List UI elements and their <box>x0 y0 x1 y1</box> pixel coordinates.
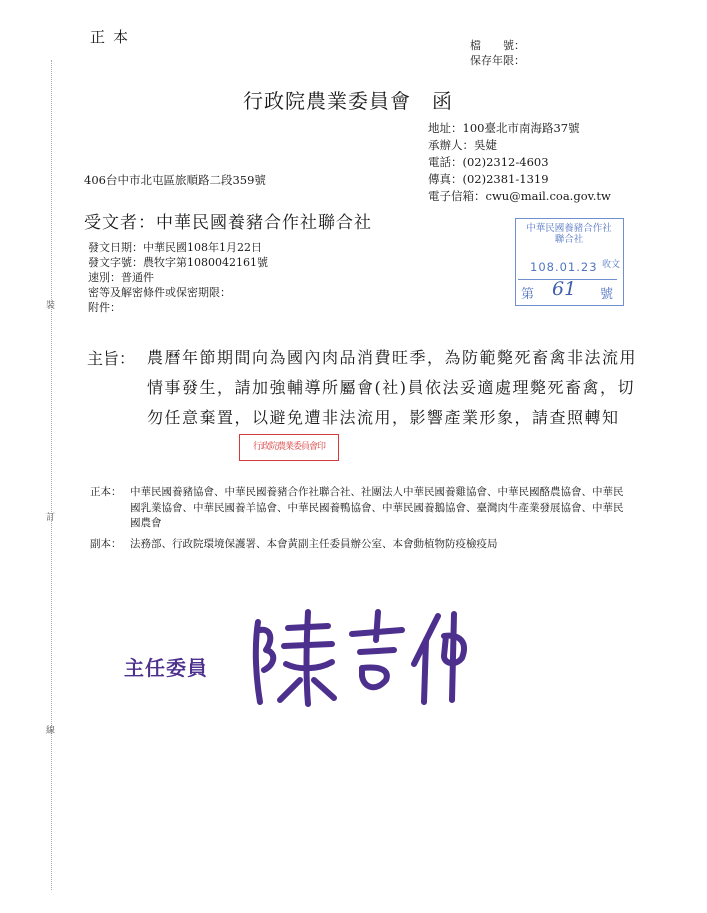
phone: 電話：(02)2312-4603 <box>428 155 549 169</box>
stamp-org: 中華民國養豬合作社聯合社 <box>526 223 612 245</box>
sender-contact <box>428 120 611 205</box>
email: 電子信箱：cwu@mail.coa.gov.tw <box>428 189 611 203</box>
attachments: 附件： <box>88 301 121 314</box>
contact-person: 承辦人：吳婕 <box>428 138 497 152</box>
document-meta <box>88 240 268 315</box>
delivery-speed: 速別：普通件 <box>88 271 154 284</box>
signature-stroke <box>452 614 454 700</box>
recipient: 受文者：中華民國養豬合作社聯合社 <box>84 213 372 233</box>
signature-stroke <box>360 650 394 652</box>
handwritten-signature <box>240 600 480 710</box>
receipt-stamp <box>515 218 624 306</box>
signature-stroke <box>424 640 426 702</box>
signature-title: 主任委員 <box>124 656 208 680</box>
classification: 密等及解密條件或保密期限： <box>88 286 231 299</box>
signature-stroke <box>307 612 309 704</box>
binding-mark-xian: 線 <box>46 726 56 736</box>
stamp-no-value: 61 <box>552 278 577 300</box>
subject-text: 農曆年節期間向為國內肉品消費旺季，為防範斃死畜禽非法流用情事發生，請加強輔導所屬會(社)員依法妥適處理斃死畜禽，切勿任意棄置，以避免遭非法流用，影響產業形象，請查照轉知 <box>147 348 638 427</box>
copies-text: 法務部、行政院環境保護署、本會黃副主任委員辦公室、本會動植物防疫檢疫局 <box>130 538 498 550</box>
stamp-no-label: 第 <box>521 287 535 302</box>
stamp-no-suffix: 號 <box>599 287 613 302</box>
issue-date: 發文日期：中華民國108年1月22日 <box>88 241 262 254</box>
primary-recipients <box>90 485 630 535</box>
signature-stroke <box>362 668 387 688</box>
fax: 傳真：(02)2381-1319 <box>428 172 549 186</box>
binding-mark-ding: 訂 <box>46 513 56 523</box>
stamp-number-box <box>518 279 617 302</box>
binding-line <box>51 60 52 890</box>
copy-type-label: 正本 <box>90 28 137 46</box>
doc-number: 發文字號：農牧字第1080042161號 <box>88 256 268 269</box>
file-number-label: 檔 號： <box>470 39 525 52</box>
subject-label: 主旨： <box>87 349 136 368</box>
signature-stroke <box>352 630 402 634</box>
retention-label: 保存年限： <box>470 54 525 67</box>
stamp-side-label: 收文 <box>601 260 620 270</box>
document-title: 行政院農業委員會 函 <box>243 89 453 113</box>
signature-stroke <box>376 612 378 640</box>
binding-mark-zhuang: 裝 <box>46 301 56 311</box>
stamp-date: 108.01.23 <box>530 260 598 274</box>
sender-address: 地址：100臺北市南海路37號 <box>428 121 580 135</box>
signature-stroke <box>256 622 260 702</box>
copy-recipients <box>90 537 630 571</box>
file-info <box>470 38 525 68</box>
recipient-address: 406台中市北屯區旅順路二段359號 <box>84 173 266 187</box>
primary-text: 中華民國養豬協會、中華民國養豬合作社聯合社、社團法人中華民國養雞協會、中華民國酪農協會、中華民國乳業協會、中華民國養羊協會、中華民國養鴨協會、中華民國養鵝協會、臺灣肉牛產業發展協會、中華民國農會 <box>130 486 624 529</box>
primary-label: 正本： <box>90 486 122 498</box>
copies-label: 副本： <box>90 538 122 550</box>
signature-stroke <box>260 630 273 670</box>
official-seal: 行政院農業委員會印 <box>239 434 339 461</box>
